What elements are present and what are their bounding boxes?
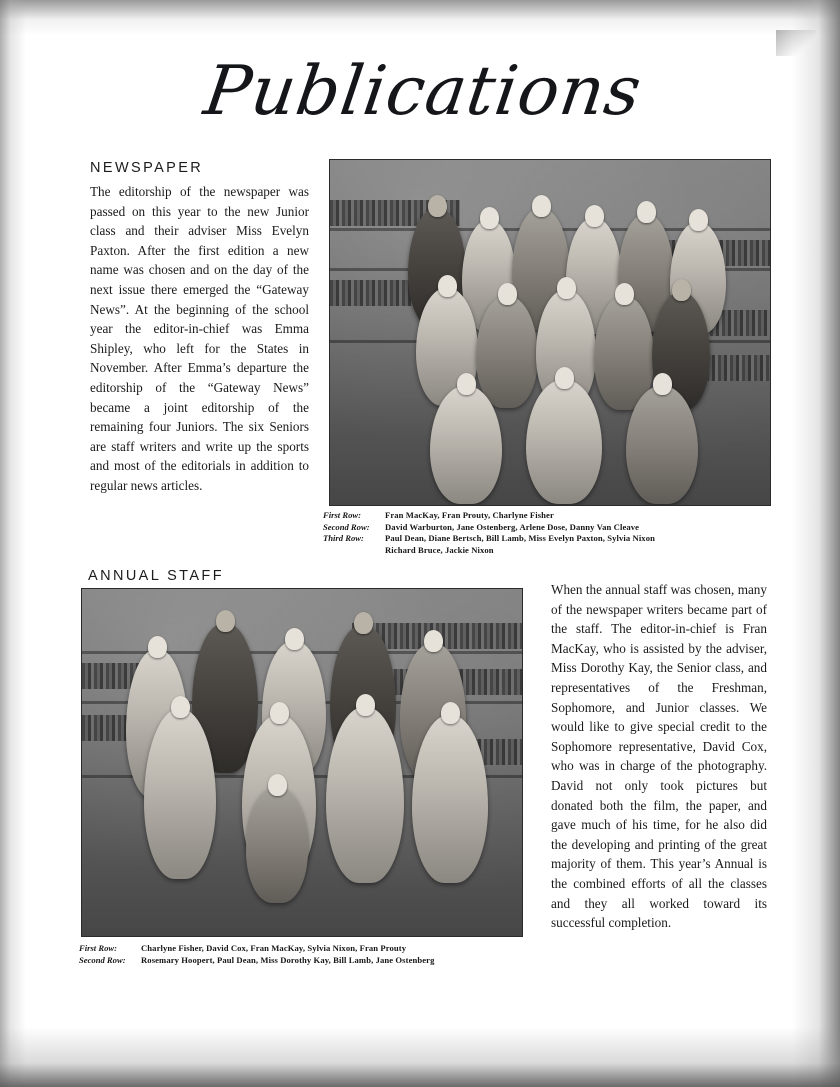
photo-person-head: [356, 694, 375, 716]
photo-person-head: [557, 277, 576, 299]
photo-person-head: [354, 612, 373, 634]
photo-person-head: [585, 205, 604, 227]
annual-staff-photo: [81, 588, 523, 937]
caption-row-names: Rosemary Hoopert, Paul Dean, Miss Dorothy Kay, Bill Lamb, Jane Ostenberg: [141, 954, 435, 965]
scan-edge-shadow-top: [0, 0, 840, 36]
caption-row-names: Richard Bruce, Jackie Nixon: [385, 544, 494, 555]
caption-row-label: First Row:: [323, 510, 361, 520]
annual-staff-body-text: When the annual staff was chosen, many of the newspaper writers became part of the staff. The editor-in-chief is Fran MacKay, who is assisted by the adviser, Miss Dorothy Kay, the Senior class, and representatives of the Freshman, Sophomore, and Junior classes. We would like to give special credit to the Sophomore representative, David Cox, who was in charge of the photography. David not only took pictures but donated both the film, the paper, and gave much of his time, for he also did the developing and printing of the great majority of them. This year’s Annual is the combined efforts of all the classes and they all worked toward its successful completion.: [551, 582, 767, 931]
caption-row: [323, 522, 773, 534]
photo-person-head: [268, 774, 287, 796]
caption-row-names: David Warburton, Jane Ostenberg, Arlene Dose, Danny Van Cleave: [385, 521, 640, 532]
newspaper-body-text: The editorship of the newspaper was passed on this year to the new Junior class and their adviser Miss Evelyn Paxton. After the first edition a new name was chosen and on the day of the next issue there emerged the “Gateway News”. At the beginning of the school year the editor-in-chief was Emma Shipley, who left for the States in November. After Emma’s departure the editorship of the “Gateway News” became a joint editorship of the remaining four Juniors. The six Seniors are staff writers and write up the sports and most of the editorials in addition to regular news articles.: [90, 184, 309, 493]
photo-person-head: [441, 702, 460, 724]
caption-row-label: Third Row:: [323, 533, 364, 544]
photo-person: [144, 709, 216, 879]
caption-row-label: First Row:: [79, 943, 117, 953]
caption-row: [323, 545, 773, 557]
caption-row: [323, 533, 773, 545]
photo-person: [526, 380, 602, 504]
photo-person-head: [438, 275, 457, 297]
caption-row-names: Fran MacKay, Fran Prouty, Charlyne Fisher: [385, 510, 554, 520]
photo-person: [430, 386, 502, 504]
photo-person-head: [532, 195, 551, 217]
caption-row-names: Charlyne Fisher, David Cox, Fran MacKay, Sylvia Nixon, Fran Prouty: [141, 943, 407, 953]
newspaper-staff-photo: [329, 159, 771, 506]
newspaper-section-heading: NEWSPAPER: [90, 160, 204, 176]
caption-row-names: Paul Dean, Diane Bertsch, Bill Lamb, Miss Evelyn Paxton, Sylvia Nixon: [385, 533, 655, 544]
photo-person-head: [672, 279, 691, 301]
caption-row-label: [323, 545, 385, 557]
scan-edge-shadow-right: [792, 0, 840, 1087]
page-title: Publications: [199, 52, 647, 131]
photo-person: [476, 296, 538, 408]
photo-person: [626, 386, 698, 504]
photo-person: [412, 715, 488, 883]
photo-person-head: [428, 195, 447, 217]
photo-person-head: [498, 283, 517, 305]
caption-row-label: Second Row:: [79, 954, 126, 965]
photo-person-head: [148, 636, 167, 658]
newspaper-photo-caption: [323, 510, 773, 556]
photo-person-head: [424, 630, 443, 652]
photo-person-head: [615, 283, 634, 305]
caption-row: [323, 510, 773, 522]
photo-person-head: [216, 610, 235, 632]
annual-staff-section-heading: ANNUAL STAFF: [88, 568, 224, 584]
photo-person-head: [270, 702, 289, 724]
photo-person-head: [457, 373, 476, 395]
caption-row-label: Second Row:: [323, 521, 370, 532]
photo-person: [246, 787, 308, 903]
photo-person-head: [285, 628, 304, 650]
scan-corner-fold: [776, 30, 816, 56]
photo-person: [326, 707, 404, 883]
photo-person-head: [689, 209, 708, 231]
photo-person-head: [171, 696, 190, 718]
photo-person-head: [653, 373, 672, 395]
scan-edge-shadow-left: [0, 0, 26, 1087]
caption-row: [79, 943, 529, 955]
photo-person-head: [480, 207, 499, 229]
annual-staff-photo-caption: [79, 943, 529, 966]
caption-row: [79, 955, 529, 967]
scan-edge-shadow-bottom: [0, 1027, 840, 1087]
photo-person-head: [637, 201, 656, 223]
photo-person-head: [555, 367, 574, 389]
